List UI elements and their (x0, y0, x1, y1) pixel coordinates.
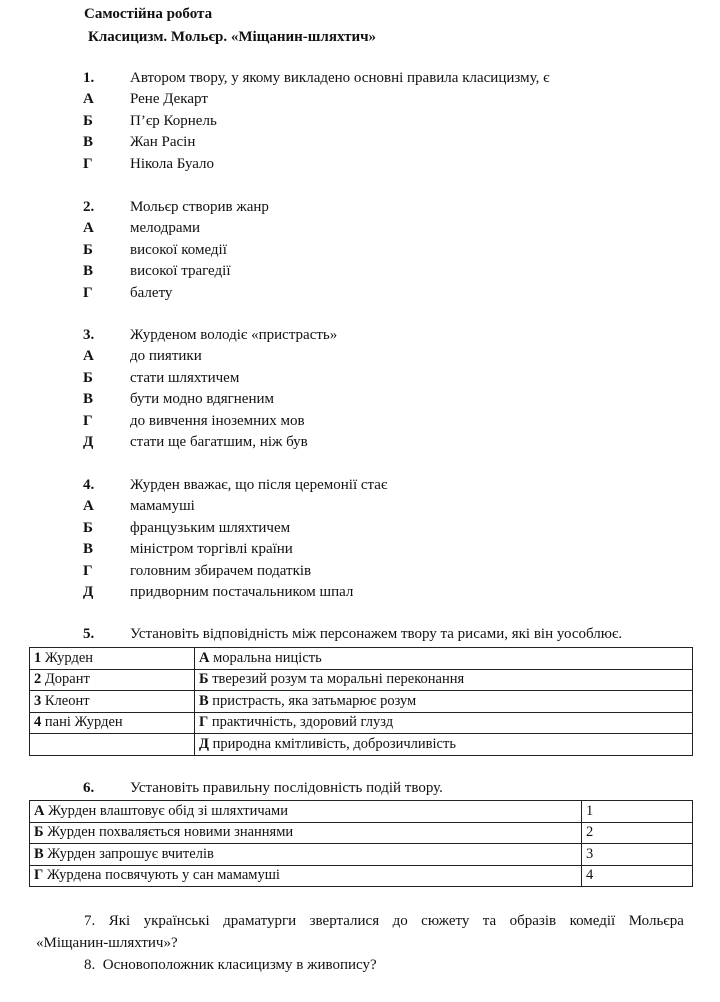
question-text: Журденом володіє «пристрасть» (130, 327, 338, 343)
question-1 (83, 68, 683, 175)
order-cell: 3 (582, 844, 693, 866)
trait-text: пристрасть, яка затьмарює розум (212, 692, 417, 709)
table-row (30, 691, 693, 713)
option-text: до вивчення іноземних мов (130, 412, 305, 429)
question-7-line-1 (36, 910, 684, 932)
option-text: Нікола Буало (130, 155, 215, 172)
option-text: високої трагедії (130, 263, 231, 280)
event-letter: Г (34, 867, 44, 884)
sequence-table (29, 800, 693, 887)
event-text: Журдена посвячують у сан мамамуші (46, 867, 280, 884)
q7-word: драматурги (223, 913, 297, 929)
answer-option (83, 154, 683, 175)
trait-cell (195, 669, 693, 691)
answer-option (83, 89, 683, 110)
table-row (30, 865, 693, 887)
question-2 (83, 197, 683, 304)
q7-word: українські (143, 913, 210, 929)
trait-text: тверезий розум та моральні переконання (212, 671, 465, 688)
answer-option (83, 561, 683, 582)
character-name: Клеонт (44, 692, 90, 709)
option-text: П’єр Корнель (130, 112, 217, 129)
trait-letter: В (199, 692, 209, 709)
trait-letter: Г (199, 714, 209, 731)
question-number: 4. (83, 477, 95, 493)
answer-option (83, 111, 683, 132)
option-letter: Г (83, 284, 93, 301)
option-letter: В (83, 263, 94, 280)
table-row (30, 648, 693, 670)
question-text: Установіть правильну послідовність подій твору. (130, 780, 443, 796)
matching-table (29, 647, 693, 756)
event-cell (30, 801, 582, 823)
event-letter: А (34, 802, 45, 819)
trait-letter: Б (199, 671, 209, 688)
answer-option (83, 496, 683, 517)
character-cell (30, 734, 195, 756)
event-text: Журден влаштовує обід зі шляхтичами (48, 802, 288, 819)
trait-cell (195, 734, 693, 756)
question-3 (83, 325, 683, 453)
question-stem (83, 325, 683, 346)
question-number: 5. (83, 626, 95, 642)
answer-option (83, 539, 683, 560)
answer-option (83, 582, 683, 603)
question-stem (83, 778, 703, 799)
option-text: високої комедії (130, 241, 227, 258)
question-number: 3. (83, 327, 95, 343)
table-row (30, 712, 693, 734)
question-stem (83, 68, 683, 89)
order-cell: 2 (582, 822, 693, 844)
question-6 (83, 778, 703, 799)
option-text: мамамуші (130, 498, 195, 515)
option-letter: Д (83, 583, 94, 600)
question-8 (84, 957, 377, 974)
q7-word: образів (509, 913, 557, 929)
option-letter: А (83, 498, 94, 515)
character-cell (30, 669, 195, 691)
question-text: Автором твору, у якому викладено основні правила класицизму, є (130, 70, 550, 86)
trait-cell (195, 648, 693, 670)
order-cell: 4 (582, 865, 693, 887)
character-name: Журден (44, 649, 94, 666)
table-row (30, 844, 693, 866)
event-text: Журден запрошує вчителів (47, 845, 214, 862)
option-letter: Б (83, 241, 93, 258)
answer-option (83, 411, 683, 432)
row-number: 4 (34, 714, 42, 731)
question-5 (83, 624, 703, 645)
row-number: 3 (34, 692, 42, 709)
question-text: Основоположник класицизму в живопису? (102, 957, 377, 973)
row-number: 1 (34, 649, 42, 666)
option-letter: В (83, 134, 94, 151)
table-row (30, 734, 693, 756)
table-row (30, 801, 693, 823)
event-letter: Б (34, 824, 44, 841)
answer-option (83, 346, 683, 367)
option-text: Рене Декарт (130, 91, 208, 108)
question-stem (83, 197, 683, 218)
question-4 (83, 475, 683, 603)
question-text: Журден вважає, що після церемонії стає (130, 477, 388, 493)
question-text: Мольєр створив жанр (130, 199, 269, 215)
character-name: Дорант (44, 671, 90, 688)
order-cell: 1 (582, 801, 693, 823)
question-number: 2. (83, 199, 95, 215)
question-number: 1. (83, 70, 95, 86)
answer-option (83, 368, 683, 389)
option-text: мелодрами (130, 220, 201, 237)
trait-text: моральна ницість (213, 649, 322, 666)
row-number: 2 (34, 671, 42, 688)
q7-word: зверталися (309, 913, 380, 929)
question-number: 7. (84, 913, 96, 929)
event-letter: В (34, 845, 44, 862)
option-text: балету (130, 284, 173, 301)
answer-option (83, 283, 683, 304)
document-title: Самостійна робота (84, 6, 213, 22)
option-letter: Б (83, 519, 93, 536)
q7-word: Мольєра (628, 913, 684, 929)
option-letter: А (83, 348, 94, 365)
option-text: французьким шляхтичем (130, 519, 291, 536)
option-letter: А (83, 91, 94, 108)
event-text: Журден похваляється новими знаннями (47, 824, 294, 841)
event-cell (30, 844, 582, 866)
answer-option (83, 389, 683, 410)
q7-word: та (482, 913, 497, 929)
question-number: 8. (84, 957, 96, 973)
trait-text: практичність, здоровий глузд (211, 714, 394, 731)
option-text: до пиятики (130, 348, 202, 365)
option-letter: Г (83, 562, 93, 579)
trait-letter: Д (199, 735, 209, 752)
q7-word: комедії (569, 913, 616, 929)
question-number: 6. (83, 780, 95, 796)
option-letter: Б (83, 112, 93, 129)
trait-text: природна кмітливість, доброзичливість (212, 735, 456, 752)
table-row (30, 669, 693, 691)
q7-word: сюжету (421, 913, 470, 929)
option-text: Жан Расін (130, 134, 196, 151)
option-text: міністром торгівлі країни (130, 541, 293, 558)
option-letter: Д (83, 433, 94, 450)
option-text: бути модно вдягненим (130, 391, 274, 408)
answer-option (83, 261, 683, 282)
question-7 (36, 910, 684, 954)
table-row (30, 822, 693, 844)
option-text: стати ще багатшим, ніж був (130, 433, 308, 450)
answer-option (83, 432, 683, 453)
trait-cell (195, 691, 693, 713)
answer-option (83, 132, 683, 153)
option-text: придворним постачальником шпал (130, 583, 354, 600)
q7-word: до (392, 913, 408, 929)
character-cell (30, 691, 195, 713)
answer-option (83, 240, 683, 261)
document-subtitle: Класицизм. Мольєр. «Міщанин-шляхтич» (88, 29, 377, 45)
option-letter: Г (83, 155, 93, 172)
question-stem (83, 475, 683, 496)
character-name: пані Журден (44, 714, 123, 731)
answer-option (83, 218, 683, 239)
option-letter: А (83, 220, 94, 237)
question-text: Установіть відповідність між персонажем твору та рисами, які він уособлює. (130, 626, 623, 642)
character-cell (30, 712, 195, 734)
option-letter: В (83, 541, 94, 558)
option-letter: Б (83, 369, 93, 386)
q7-word: Які (108, 913, 131, 929)
option-letter: Г (83, 412, 93, 429)
trait-letter: А (199, 649, 210, 666)
question-7-line-2: «Міщанин-шляхтич»? (36, 935, 178, 951)
answer-option (83, 518, 683, 539)
character-cell (30, 648, 195, 670)
event-cell (30, 865, 582, 887)
option-text: стати шляхтичем (130, 369, 240, 386)
event-cell (30, 822, 582, 844)
trait-cell (195, 712, 693, 734)
option-letter: В (83, 391, 94, 408)
option-text: головним збирачем податків (130, 562, 312, 579)
question-stem (83, 624, 703, 645)
